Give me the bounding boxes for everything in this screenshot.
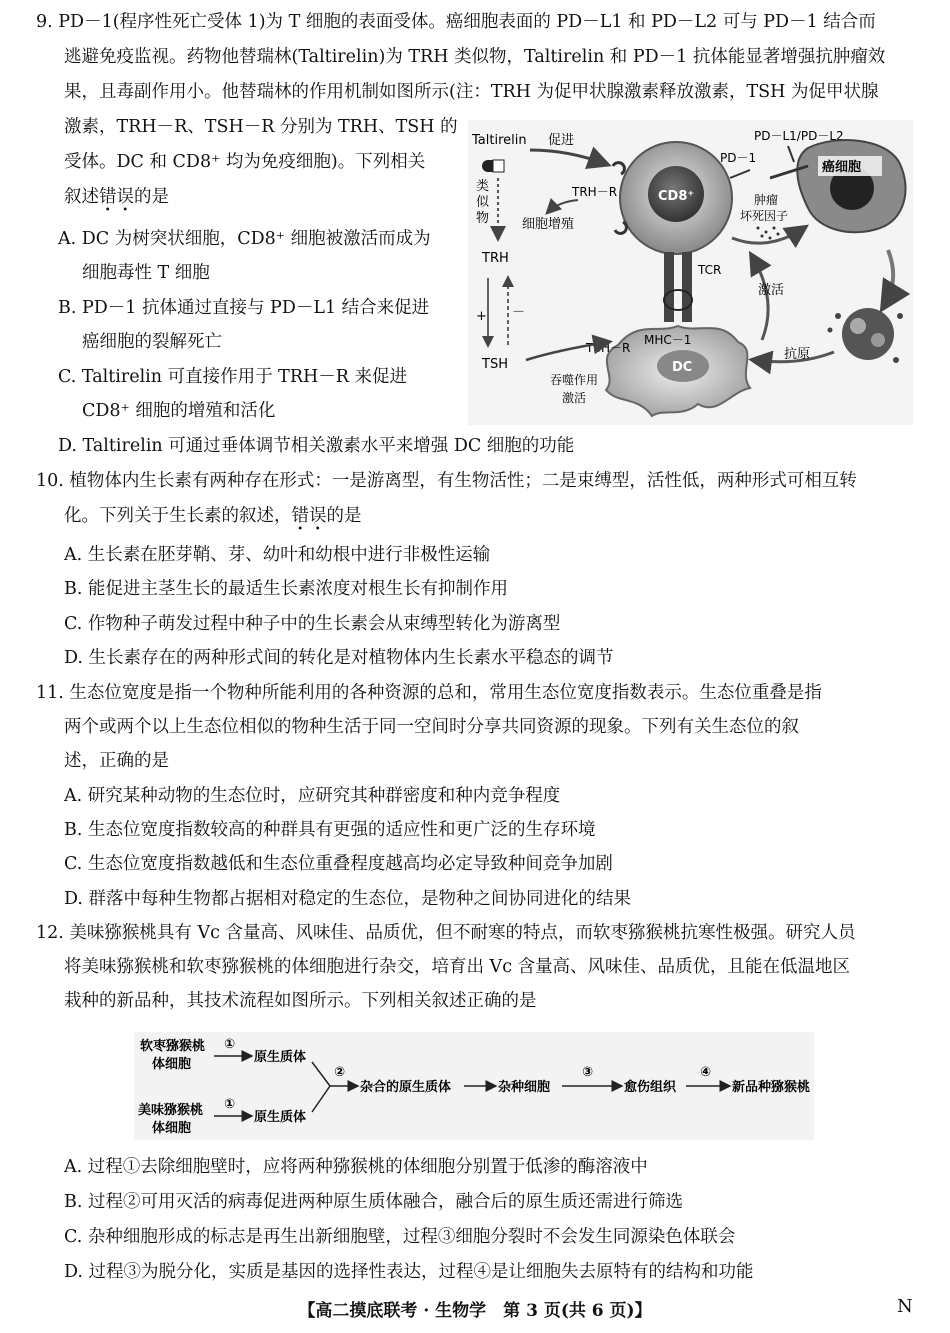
flow-step-1-bottom: ① <box>224 1097 236 1112</box>
q9-option-d: D. Taltirelin 可通过垂体调节相关激素水平来增强 DC 细胞的功能 <box>58 436 575 456</box>
q9-emphasis-char: 误 <box>116 187 134 207</box>
label-trh: TRH <box>482 251 509 266</box>
label-tsh: TSH <box>482 357 508 372</box>
page-footer: 【高二摸底联考 · 生物学 第 3 页(共 6 页)】 <box>298 1301 652 1321</box>
label-cell-proliferation: 细胞增殖 <box>522 217 575 232</box>
label-phagocytosis: 吞噬作用 <box>550 373 599 387</box>
flow-hybrid-cell: 杂种细胞 <box>498 1080 551 1095</box>
label-cancer-cell: 癌细胞 <box>822 160 862 175</box>
q9-stem-line-3: 果，且毒副作用小。他替瑞林的作用机制如图所示(注：TRH 为促甲状腺激素释放激素，TSH 为促甲状腺 <box>64 82 879 102</box>
label-taltirelin: Taltirelin <box>472 133 527 148</box>
paper-code: N <box>897 1296 913 1317</box>
flow-tasty-kiwi-1: 美味猕猴桃 <box>138 1103 204 1118</box>
label-tcr: TCR <box>698 263 722 277</box>
q9-stem-line-1: 9. PD－1(程序性死亡受体 1)为 T 细胞的表面受体。癌细胞表面的 PD－L1 和 PD－L2 可与 PD－1 结合而 <box>36 12 876 32</box>
q10-option-d: D. 生长素存在的两种形式间的转化是对植物体内生长素水平稳态的调节 <box>64 648 614 668</box>
flow-step-3: ③ <box>582 1065 594 1080</box>
flow-soft-kiwi-1: 软枣猕猴桃 <box>140 1039 206 1054</box>
q11-option-d: D. 群落中每种生物都占据相对稳定的生态位，是物种之间协同进化的结果 <box>64 889 632 909</box>
label-tnf-2: 坏死因子 <box>740 209 789 223</box>
q9-option-a-cont: 细胞毒性 T 细胞 <box>82 263 210 283</box>
flow-step-4: ④ <box>700 1065 712 1080</box>
q10-stem-text: 的是 <box>326 506 362 526</box>
q9-stem-line-6 <box>64 185 169 209</box>
q10-emphasis-char: 错 <box>291 506 309 526</box>
tcr-stalk <box>664 252 674 322</box>
q10-stem-line-2 <box>64 504 362 528</box>
label-analog-1: 类 <box>476 179 490 194</box>
label-mhc: MHC－1 <box>644 333 692 347</box>
flow-callus: 愈伤组织 <box>624 1080 677 1095</box>
label-phago-activate: 激活 <box>562 391 587 405</box>
q9-stem-line-4: 激素，TRH－R、TSH－R 分别为 TRH、TSH 的 <box>64 117 458 137</box>
q9-stem-text: 的是 <box>134 187 169 207</box>
label-tsh-r: TSH－R <box>586 341 631 355</box>
q12-stem-line-2: 将美味猕猴桃和软枣猕猴桃的体细胞进行杂交，培育出 Vc 含量高、风味佳、品质优，且能在低温地区 <box>64 957 851 977</box>
q11-stem-line-1: 11. 生态位宽度是指一个物种所能利用的各种资源的总和，常用生态位宽度指数表示。生态位重叠是指 <box>36 683 822 703</box>
label-minus: － <box>512 305 526 320</box>
label-tnf-1: 肿瘤 <box>754 193 779 207</box>
label-trh-r: TRH－R <box>572 185 618 199</box>
flow-new-variety: 新品种猕猴桃 <box>732 1080 811 1095</box>
flow-fused-protoplast: 杂合的原生质体 <box>360 1080 452 1095</box>
tcr-stalk <box>682 252 692 322</box>
q9-option-b-cont: 癌细胞的裂解死亡 <box>82 332 222 352</box>
flow-soft-kiwi-2: 体细胞 <box>152 1057 192 1072</box>
q11-stem-line-3: 述，正确的是 <box>64 751 169 771</box>
q10-stem-line-1: 10. 植物体内生长素有两种存在形式：一是游离型，有生物活性；二是束缚型，活性低，两种形式可相互转 <box>36 471 857 491</box>
q10-stem-text: 化。下列关于生长素的叙述， <box>64 506 292 526</box>
label-analog-2: 似 <box>476 195 490 210</box>
q11-option-c: C. 生态位宽度指数越低和生态位重叠程度越高均必定导致种间竞争加剧 <box>64 854 613 874</box>
taltirelin-pill-icon <box>482 160 504 172</box>
q9-stem-line-5: 受体。DC 和 CD8⁺ 均为免疫细胞)。下列相关 <box>64 152 426 172</box>
q10-option-a: A. 生长素在胚芽鞘、芽、幼叶和幼根中进行非极性运输 <box>64 545 491 565</box>
q9-option-c: C. Taltirelin 可直接作用于 TRH－R 来促进 <box>58 367 408 387</box>
q12-option-c: C. 杂种细胞形成的标志是再生出新细胞壁，过程③细胞分裂时不会发生同源染色体联会 <box>64 1227 736 1247</box>
label-cd8: CD8⁺ <box>658 189 695 204</box>
label-plus: + <box>476 309 487 324</box>
q9-stem-text: 叙述 <box>64 187 99 207</box>
q10-option-c: C. 作物种子萌发过程中种子中的生长素会从束缚型转化为游离型 <box>64 614 561 634</box>
label-analog-3: 物 <box>476 211 490 226</box>
q12-stem-line-3: 栽种的新品种，其技术流程如图所示。下列相关叙述正确的是 <box>64 991 537 1011</box>
flow-protoplast-a: 原生质体 <box>254 1050 307 1065</box>
q9-option-b: B. PD－1 抗体通过直接与 PD－L1 结合来促进 <box>58 298 430 318</box>
flow-tasty-kiwi-2: 体细胞 <box>152 1121 192 1136</box>
flow-protoplast-b: 原生质体 <box>254 1110 307 1125</box>
q12-flow-diagram <box>134 1032 814 1140</box>
q10-emphasis-char: 误 <box>309 506 327 526</box>
q12-stem-line-1: 12. 美味猕猴桃具有 Vc 含量高、风味佳、品质优，但不耐寒的特点，而软枣猕猴桃抗寒性极强。研究人员 <box>36 923 856 943</box>
q9-option-c-cont: CD8⁺ 细胞的增殖和活化 <box>82 401 276 421</box>
q9-emphasis-char: 错 <box>99 187 117 207</box>
q11-stem-line-2: 两个或两个以上生态位相似的物种生活于同一空间时分享共同资源的现象。下列有关生态位的叙 <box>64 717 799 737</box>
q12-option-b: B. 过程②可用灭活的病毒促进两种原生质体融合，融合后的原生质还需进行筛选 <box>64 1192 683 1212</box>
q12-option-a: A. 过程①去除细胞壁时，应将两种猕猴桃的体细胞分别置于低渗的酶溶液中 <box>64 1157 648 1177</box>
q11-option-b: B. 生态位宽度指数较高的种群具有更强的适应性和更广泛的生存环境 <box>64 820 596 840</box>
label-promote: 促进 <box>548 133 575 148</box>
q10-option-b: B. 能促进主茎生长的最适生长素浓度对根生长有抑制作用 <box>64 579 508 599</box>
label-dc: DC <box>672 360 693 375</box>
flow-step-1-top: ① <box>224 1037 236 1052</box>
label-pdl: PD－L1/PD－L2 <box>754 129 844 143</box>
q9-stem-line-2: 逃避免疫监视。药物他替瑞林(Taltirelin)为 TRH 类似物，Taltirelin 和 PD－1 抗体能显著增强抗肿瘤效 <box>64 47 886 67</box>
flow-step-2: ② <box>334 1065 346 1080</box>
label-pd1: PD－1 <box>720 151 757 165</box>
q9-mechanism-figure <box>468 120 913 425</box>
q9-option-a: A. DC 为树突状细胞，CD8⁺ 细胞被激活而成为 <box>58 229 431 249</box>
label-activate: 激活 <box>758 283 785 298</box>
q12-option-d: D. 过程③为脱分化，实质是基因的选择性表达，过程④是让细胞失去原特有的结构和功能 <box>64 1262 754 1282</box>
q11-option-a: A. 研究某种动物的生态位时，应研究其种群密度和种内竞争程度 <box>64 786 561 806</box>
label-antigen: 抗原 <box>784 347 811 362</box>
